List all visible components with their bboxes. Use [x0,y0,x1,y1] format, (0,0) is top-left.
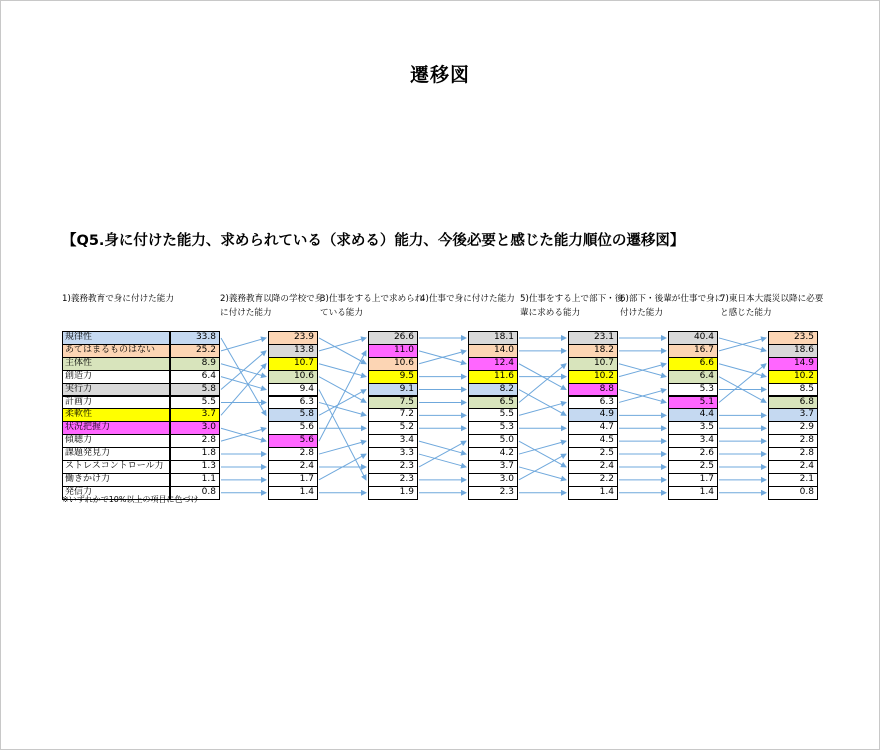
value-cell: 0.8 [768,486,818,500]
value-cell: 5.2 [368,421,418,435]
value-cell: 1.3 [170,460,220,474]
value-cell: 2.8 [768,434,818,448]
value-cell: 12.4 [468,357,518,371]
value-cell: 13.8 [268,344,318,358]
value-cell: 2.4 [268,460,318,474]
value-cell: 1.9 [368,486,418,500]
value-cell: 9.5 [368,370,418,384]
value-cell: 7.5 [368,396,418,410]
value-cell: 5.8 [170,383,220,397]
value-cell: 2.2 [568,473,618,487]
item-label: 主体性 [62,357,170,371]
value-cell: 3.7 [768,408,818,422]
value-cell: 2.8 [170,434,220,448]
value-cell: 3.3 [368,447,418,461]
value-cell: 6.5 [468,396,518,410]
value-cell: 2.3 [468,486,518,500]
item-label: あてはまるものはない [62,344,170,358]
value-cell: 8.8 [568,383,618,397]
item-label: 創造力 [62,370,170,384]
value-cell: 23.5 [768,331,818,345]
value-cell: 5.5 [170,396,220,410]
value-cell: 8.2 [468,383,518,397]
value-cell: 1.4 [268,486,318,500]
value-cell: 14.9 [768,357,818,371]
value-cell: 40.4 [668,331,718,345]
chart-subtitle: 【Q5.身に付けた能力、求められている（求める）能力、今後必要と感じた能力順位の遷移図】 [62,233,685,249]
item-label: 課題発見力 [62,447,170,461]
value-cell: 10.7 [568,357,618,371]
value-cell: 4.4 [668,408,718,422]
value-cell: 26.6 [368,331,418,345]
value-cell: 18.6 [768,344,818,358]
value-cell: 18.1 [468,331,518,345]
value-cell: 2.8 [768,447,818,461]
value-cell: 4.2 [468,447,518,461]
value-cell: 18.2 [568,344,618,358]
value-cell: 6.8 [768,396,818,410]
page-title: 遷移図 [409,64,470,86]
value-cell: 10.7 [268,357,318,371]
value-cell: 6.3 [268,396,318,410]
value-cell: 6.4 [170,370,220,384]
column-heading-5: 5)仕事をする上で部下・後輩に求める能力 [520,294,624,318]
value-cell: 1.4 [668,486,718,500]
item-label: 規律性 [62,331,170,345]
value-cell: 5.8 [268,408,318,422]
value-cell: 3.7 [468,460,518,474]
value-cell: 2.1 [768,473,818,487]
item-label: ストレスコントロール力 [62,460,170,474]
item-label: 働きかけ力 [62,473,170,487]
value-cell: 8.5 [768,383,818,397]
value-cell: 5.3 [668,383,718,397]
column-heading-6: 6)部下・後輩が仕事で身に付けた能力 [620,294,724,318]
value-cell: 8.9 [170,357,220,371]
value-cell: 23.9 [268,331,318,345]
column-heading-7: 7)東日本大震災以降に必要と感じた能力 [720,294,824,318]
value-cell: 9.1 [368,383,418,397]
value-cell: 5.6 [268,434,318,448]
item-label: 実行力 [62,383,170,397]
value-cell: 5.6 [268,421,318,435]
value-cell: 11.0 [368,344,418,358]
value-cell: 5.0 [468,434,518,448]
value-cell: 23.1 [568,331,618,345]
value-cell: 2.8 [268,447,318,461]
value-cell: 9.4 [268,383,318,397]
value-cell: 2.5 [668,460,718,474]
value-cell: 5.3 [468,421,518,435]
value-cell: 2.4 [568,460,618,474]
value-cell: 3.0 [170,421,220,435]
item-label: 傾聴力 [62,434,170,448]
value-cell: 6.6 [668,357,718,371]
value-cell: 2.5 [568,447,618,461]
value-cell: 14.0 [468,344,518,358]
value-cell: 2.3 [368,473,418,487]
column-heading-1: 1)義務教育で身に付けた能力 [62,294,174,304]
value-cell: 4.9 [568,408,618,422]
item-label: 柔軟性 [62,408,170,422]
value-cell: 1.4 [568,486,618,500]
value-cell: 1.7 [268,473,318,487]
value-cell: 1.7 [668,473,718,487]
value-cell: 3.0 [468,473,518,487]
column-heading-3: 3)仕事をする上で求められている能力 [320,294,424,318]
column-heading-2: 2)義務教育以降の学校で身に付けた能力 [220,294,324,318]
value-cell: 2.3 [368,460,418,474]
value-cell: 10.2 [568,370,618,384]
value-cell: 1.8 [170,447,220,461]
color-note: ※いずれかで10%以上の項目に色づけ [62,495,199,504]
value-cell: 0.8 [170,486,220,500]
value-cell: 4.7 [568,421,618,435]
value-cell: 2.4 [768,460,818,474]
value-cell: 6.3 [568,396,618,410]
value-cell: 11.6 [468,370,518,384]
value-cell: 3.4 [368,434,418,448]
item-label: 状況把握力 [62,421,170,435]
value-cell: 10.2 [768,370,818,384]
value-cell: 5.1 [668,396,718,410]
value-cell: 5.5 [468,408,518,422]
value-cell: 33.8 [170,331,220,345]
value-cell: 6.4 [668,370,718,384]
item-label: 発信力 [62,486,170,500]
value-cell: 10.6 [368,357,418,371]
value-cell: 16.7 [668,344,718,358]
value-cell: 2.9 [768,421,818,435]
value-cell: 3.4 [668,434,718,448]
item-label: 計画力 [62,396,170,410]
value-cell: 10.6 [268,370,318,384]
value-cell: 1.1 [170,473,220,487]
column-heading-4: 4)仕事で身に付けた能力 [420,294,515,304]
value-cell: 4.5 [568,434,618,448]
value-cell: 2.6 [668,447,718,461]
value-cell: 25.2 [170,344,220,358]
value-cell: 3.5 [668,421,718,435]
value-cell: 3.7 [170,408,220,422]
value-cell: 7.2 [368,408,418,422]
